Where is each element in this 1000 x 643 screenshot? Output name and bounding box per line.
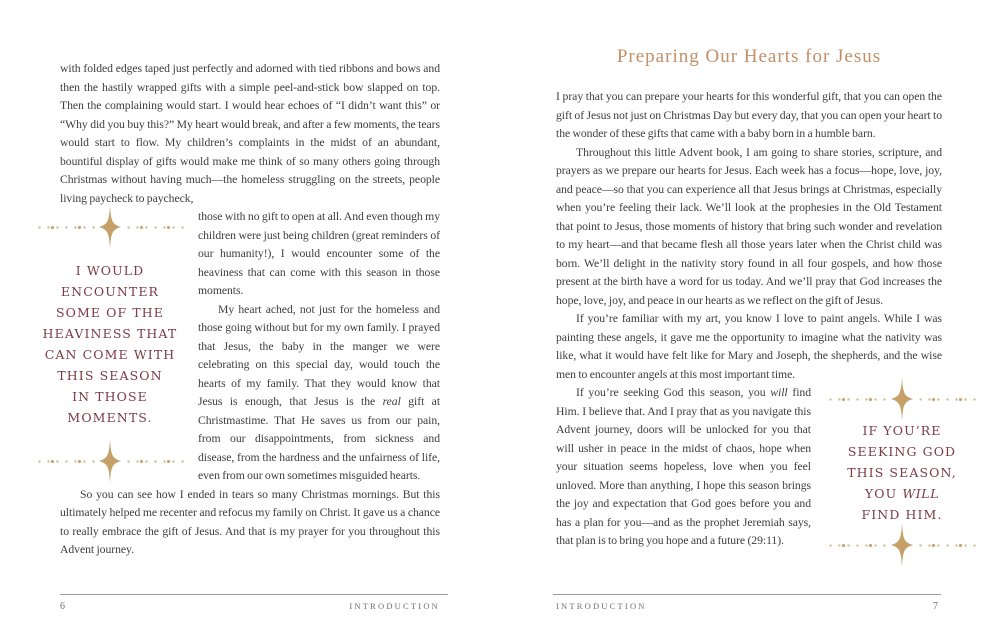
right-page-footer <box>556 601 938 612</box>
sparkle-star-icon <box>99 439 121 483</box>
paragraph: with folded edges taped just perfectly and adorned with tied ribbons and bows and then the hastily wrapped gifts with a simple peel-and-stick bow slapped on top. Then the complaining would start. I would hear echoes of “I didn’t want this” or “Why did you buy this?” My heart would break, and after a few moments, the tears would start to flow. My children’s complaints in the midst of an abundant, bountiful display of gifts would make me think of so many others going through Christmas without having much—the homeless struggling on the streets, people living paycheck to paycheck, <box>60 62 440 205</box>
running-footer: INTRODUCTION <box>349 601 440 611</box>
text-run: find Him. I believe that. And I pray that as you navigate this Advent journey, doors will be unlocked for you that will usher in peace in the midst of chaos, hope when your situation seems hopeless, love when you feel unloved. More than anything, I hope this season brings the joy and expectation that God goes before you and has a plan for you—and as the prophet Jeremiah says, that plan is to bring you hope and a future (29:11). <box>556 386 812 547</box>
chapter-heading: Preparing Our Hearts for Jesus <box>616 46 882 67</box>
paragraph: I pray that you can prepare your hearts for this wonderful gift, that you can open the gift of Jesus not just on Christmas Day but every day, that you can open your heart to the wonder of these gifts that came with a baby born in a humble barn. <box>556 90 942 140</box>
dotted-line <box>826 397 888 402</box>
paragraph: those with no gift to open at all. And even though my children were just being children (great reminders of our humanity!), I would encounter some of the heaviness that can come with this season in those moments. <box>198 210 440 297</box>
text-run: My heart ached, not just for the homeless and those going without but for my own family. I prayed that Jesus, the baby in the manger we were celebrating on this special day, would touch the hearts of my family. That they would know that Jesus is enough, that Jesus is the <box>198 302 440 408</box>
dotted-line <box>35 225 96 230</box>
pull-quote-line: I WOULD <box>75 263 145 278</box>
pull-quote-text <box>826 402 978 542</box>
paragraph: So you can see how I ended in tears so many Christmas mornings. But this ultimately helped me recenter and refocus my family on Christ. It gave us a chance to really embrace the gift of Jesus. And that is my prayer for you throughout this Advent journey. <box>60 487 440 556</box>
footer-rule <box>60 594 448 595</box>
pull-quote-line: MOMENTS. <box>67 410 153 425</box>
text-run: gift at Christmastime. That He saves us from our pain, from our disappointments, from sickness and disease, from the hardness and the unfairness of life, even from our own sometimes misguided hearts. <box>198 395 441 482</box>
left-page <box>42 60 441 560</box>
paragraph: Throughout this little Advent book, I am going to share stories, scripture, and prayers as we prepare our hearts for Jesus. Each week has a focus—hope, love, joy, and peace—so that you can experience all that Jesus brings at Christmas, especially when you’re feeling their lack. We’ll look at the prophesies in the Old Testament that point to Jesus, those moments of history that bring such wonder and revelation to my heart—and that became flesh all those years later when the Christ child was born. We’ll delight in the nativity story found in all four gospels, and how those present at the birth have a word for us today. And we’ll pray that God increases the hope, love, joy, and peace in our hearts as we reflect on the gift of Jesus. <box>556 145 942 307</box>
dotted-line <box>35 459 96 464</box>
paragraph: If you’re familiar with my art, you know I love to paint angels. While I was painting these angels, it gave me the opportunity to imagine what the nativity was like, what it would have felt like for Mary and Joseph, the shepherds, and the wise men to encounter angels at this most important time. <box>556 312 942 381</box>
pull-quote-line: CAN COME WITH <box>44 347 176 362</box>
right-page <box>556 46 957 560</box>
pull-quote-text <box>35 230 185 458</box>
dotted-line <box>124 459 185 464</box>
pull-quote-line: SOME OF THE <box>55 305 165 320</box>
pull-quote-line: THIS SEASON, <box>847 464 957 480</box>
dotted-line <box>916 543 978 548</box>
pull-quote-line: FIND HIM. <box>861 506 943 522</box>
dotted-line <box>124 225 185 230</box>
page-number: 7 <box>933 601 938 612</box>
pull-quote-line: HEAVINESS THAT <box>42 326 178 341</box>
italic-text: real <box>382 395 401 408</box>
footer-rule <box>553 594 941 595</box>
pull-quote-right <box>826 388 978 558</box>
left-page-footer <box>60 601 440 612</box>
pull-quote-left <box>35 214 185 476</box>
dotted-line <box>826 543 888 548</box>
pull-quote-line <box>826 483 978 504</box>
pull-quote-line: THIS SEASON <box>57 368 163 383</box>
sparkle-star-icon <box>891 523 913 567</box>
pull-quote-line: IF YOU’RE <box>862 422 942 438</box>
text-wrap-zone <box>42 208 441 560</box>
page-number: 6 <box>60 601 65 612</box>
italic-text: will <box>770 386 788 399</box>
text-wrap-zone <box>556 384 957 551</box>
text-run: YOU <box>864 485 903 501</box>
dotted-line <box>916 397 978 402</box>
italic-text: WILL <box>902 485 940 501</box>
ornament-row <box>35 458 185 464</box>
pull-quote-line: ENCOUNTER <box>60 284 160 299</box>
pull-quote-line: IN THOSE <box>72 389 148 404</box>
ornament-row <box>826 542 978 548</box>
pull-quote-line: SEEKING GOD <box>847 443 957 459</box>
running-footer: INTRODUCTION <box>556 601 647 611</box>
text-run: If you’re seeking God this season, you <box>576 386 771 399</box>
